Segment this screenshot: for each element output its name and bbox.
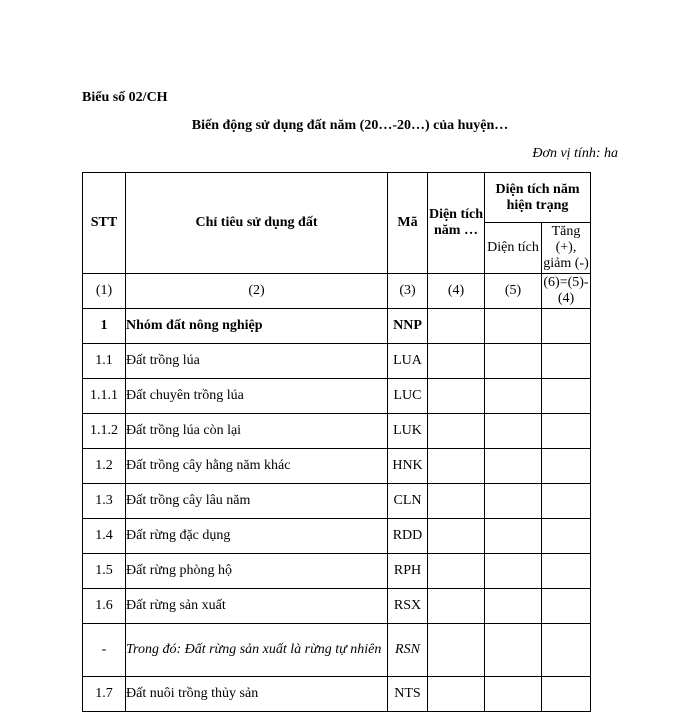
cell-current-area (485, 589, 542, 624)
column-number: (3) (388, 274, 428, 309)
table-row (83, 554, 591, 589)
header-area: Diện tích (485, 223, 542, 274)
row-indicator-name: Trong đó: Đất rừng sản xuất là rừng tự nhiên (126, 624, 388, 677)
cell-current-area (485, 484, 542, 519)
table-row (83, 589, 591, 624)
row-code: RSN (388, 624, 428, 677)
row-indicator-name: Đất rừng phòng hộ (126, 554, 388, 589)
cell-area-year (428, 344, 485, 379)
row-indicator-name: Đất rừng sản xuất (126, 589, 388, 624)
cell-change (542, 379, 591, 414)
column-number: (1) (83, 274, 126, 309)
row-stt: 1.7 (83, 677, 126, 712)
cell-current-area (485, 519, 542, 554)
table-row (83, 677, 591, 712)
unit-label: Đơn vị tính: ha (532, 146, 618, 161)
table-row (83, 309, 591, 344)
row-code: RDD (388, 519, 428, 554)
row-indicator-name: Đất trồng lúa còn lại (126, 414, 388, 449)
table-row (83, 519, 591, 554)
table-row (83, 414, 591, 449)
row-indicator-name: Đất trồng lúa (126, 344, 388, 379)
row-code: RSX (388, 589, 428, 624)
table-row (83, 484, 591, 519)
table-row (83, 449, 591, 484)
header-stt: STT (83, 173, 126, 274)
cell-change (542, 344, 591, 379)
row-stt: 1.2 (83, 449, 126, 484)
header-area-year: Diện tích năm … (428, 173, 485, 274)
row-stt: 1 (83, 309, 126, 344)
cell-change (542, 589, 591, 624)
header-code: Mã (388, 173, 428, 274)
header-indicator: Chỉ tiêu sử dụng đất (126, 173, 388, 274)
row-stt: 1.1 (83, 344, 126, 379)
column-number: (2) (126, 274, 388, 309)
cell-area-year (428, 677, 485, 712)
row-stt: 1.4 (83, 519, 126, 554)
cell-current-area (485, 554, 542, 589)
row-code: CLN (388, 484, 428, 519)
table-row (83, 379, 591, 414)
row-indicator-name: Nhóm đất nông nghiệp (126, 309, 388, 344)
row-stt: - (83, 624, 126, 677)
column-number: (6)=(5)-(4) (542, 274, 591, 309)
cell-area-year (428, 449, 485, 484)
cell-area-year (428, 414, 485, 449)
header-change: Tăng (+), giảm (-) (542, 223, 591, 274)
cell-area-year (428, 519, 485, 554)
cell-area-year (428, 309, 485, 344)
row-stt: 1.6 (83, 589, 126, 624)
document-title: Biến động sử dụng đất năm (20…-20…) của huyện… (191, 118, 509, 133)
column-number: (5) (485, 274, 542, 309)
row-stt: 1.5 (83, 554, 126, 589)
cell-current-area (485, 309, 542, 344)
column-number: (4) (428, 274, 485, 309)
cell-change (542, 414, 591, 449)
cell-current-area (485, 677, 542, 712)
table-row (83, 624, 591, 677)
row-stt: 1.1.2 (83, 414, 126, 449)
cell-current-area (485, 379, 542, 414)
form-code: Biểu số 02/CH (82, 90, 168, 105)
row-code: RPH (388, 554, 428, 589)
land-use-table (82, 172, 591, 712)
cell-change (542, 677, 591, 712)
row-code: LUK (388, 414, 428, 449)
row-code: NNP (388, 309, 428, 344)
row-indicator-name: Đất rừng đặc dụng (126, 519, 388, 554)
cell-area-year (428, 554, 485, 589)
cell-change (542, 449, 591, 484)
row-code: HNK (388, 449, 428, 484)
header-current-group: Diện tích năm hiện trạng (485, 173, 591, 223)
table-row (83, 344, 591, 379)
column-number-row (83, 274, 591, 309)
cell-area-year (428, 484, 485, 519)
cell-change (542, 309, 591, 344)
cell-area-year (428, 379, 485, 414)
row-stt: 1.1.1 (83, 379, 126, 414)
cell-change (542, 624, 591, 677)
cell-current-area (485, 414, 542, 449)
cell-area-year (428, 624, 485, 677)
row-indicator-name: Đất chuyên trồng lúa (126, 379, 388, 414)
row-indicator-name: Đất trồng cây lâu năm (126, 484, 388, 519)
row-code: LUC (388, 379, 428, 414)
cell-change (542, 519, 591, 554)
cell-change (542, 554, 591, 589)
row-stt: 1.3 (83, 484, 126, 519)
cell-current-area (485, 624, 542, 677)
cell-area-year (428, 589, 485, 624)
row-code: LUA (388, 344, 428, 379)
row-code: NTS (388, 677, 428, 712)
row-indicator-name: Đất nuôi trồng thủy sản (126, 677, 388, 712)
cell-current-area (485, 449, 542, 484)
row-indicator-name: Đất trồng cây hằng năm khác (126, 449, 388, 484)
cell-current-area (485, 344, 542, 379)
cell-change (542, 484, 591, 519)
